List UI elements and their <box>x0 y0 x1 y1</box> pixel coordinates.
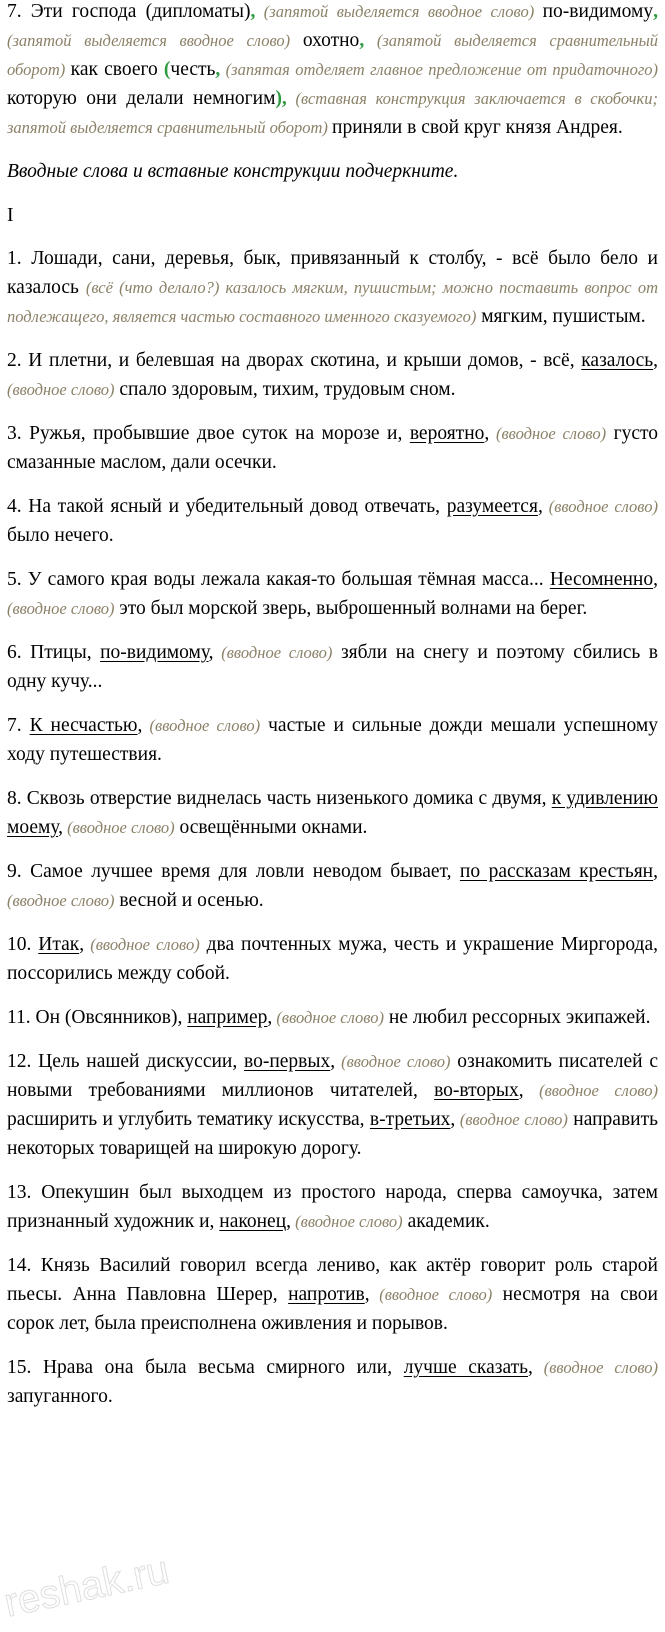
item-7 <box>7 711 658 769</box>
text: 6. Птицы, <box>7 642 101 663</box>
item-13 <box>7 1178 658 1236</box>
text: 10. <box>7 934 39 955</box>
underlined-word: наконец <box>219 1211 287 1232</box>
note: (вводное слово) <box>532 1358 659 1377</box>
item-6 <box>7 638 658 696</box>
comma: , <box>137 715 143 736</box>
task-instruction: Вводные слова и вставные конструкции подчеркните. <box>7 161 459 182</box>
item-5 <box>7 565 658 623</box>
underlined-word: лучше сказать <box>403 1357 529 1378</box>
item-2 <box>7 346 658 404</box>
note: (вставная конструкция заключается в скобочки; запятой выделяется сравнительный оборот) <box>7 89 658 137</box>
note: (вводное слово) <box>542 497 658 516</box>
green-parenthesis: ), <box>275 88 287 109</box>
comma: , <box>653 569 658 590</box>
text: густо смазанные маслом, дали осечки. <box>7 423 658 473</box>
note: (запятой выделяется вводное слово) <box>255 2 543 21</box>
text: 2. И плетни, и белевшая на дворах скотина, и крыши домов, - всё, <box>7 350 582 371</box>
text: 1. Лошади, сани, деревья, бык, привязанный к столбу, - всё было бело и казалось <box>7 248 658 298</box>
text: по-видимому <box>542 1 654 22</box>
note: (вводное слово) <box>523 1081 659 1100</box>
green-comma: , <box>250 1 256 22</box>
text: приняли в свой круг князя Андрея. <box>332 117 623 138</box>
text: расширить и углубить тематику искусства, <box>7 1109 370 1130</box>
text: 4. На такой ясный и убедительный довод отвечать, <box>7 496 447 517</box>
green-comma: , <box>359 30 365 51</box>
item-11 <box>7 1003 658 1032</box>
comma: , <box>528 1357 533 1378</box>
underlined-word: например <box>187 1007 268 1028</box>
text: запуганного. <box>7 1386 113 1407</box>
comma: , <box>208 642 214 663</box>
underlined-word: в-третьих <box>369 1109 451 1130</box>
item-10 <box>7 930 658 988</box>
text: это был морской зверь, выброшенный волнами на берег. <box>114 598 588 619</box>
text: несмотря на свои сорок лет, была преисполнена оживления и порывов. <box>7 1284 658 1334</box>
note: (вводное слово) <box>7 380 115 399</box>
underlined-word: во-первых <box>244 1051 331 1072</box>
green-parenthesis: ( <box>163 59 171 80</box>
note: (запятой выделяется вводное слово) <box>7 31 303 50</box>
underlined-word: вероятно <box>409 423 485 444</box>
text: частые и сильные дожди мешали успешному ходу путешествия. <box>7 715 659 765</box>
underlined-word: разумеется <box>446 496 538 517</box>
comma: , <box>653 861 658 882</box>
text: как своего <box>70 59 164 80</box>
watermark-text: reshak.ru <box>0 1547 173 1626</box>
green-comma: , <box>215 59 221 80</box>
comma: , <box>518 1080 524 1101</box>
text: направить некоторых товарищей на широкую дорогу. <box>7 1109 659 1159</box>
text: 7. Эти господа (дипломаты) <box>7 1 251 22</box>
comma: , <box>484 423 490 444</box>
text: 9. Самое лучшее время для ловли неводом бывает, <box>7 861 460 882</box>
underlined-word: Итак <box>38 934 80 955</box>
comma: , <box>450 1109 456 1130</box>
note: (запятой выделяется сравнительный оборот) <box>7 31 658 79</box>
underlined-word: во-вторых <box>434 1080 519 1101</box>
text: мягким, пушистым. <box>476 306 646 327</box>
text: весной и осенью. <box>114 890 264 911</box>
text: 3. Ружья, пробывшие двое суток на морозе и, <box>7 423 410 444</box>
comma: , <box>267 1007 273 1028</box>
item-14 <box>7 1251 658 1338</box>
underlined-word: к удивлению моему <box>7 788 658 838</box>
note: (вводное слово) <box>63 818 175 837</box>
note: (вводное слово) <box>455 1110 568 1129</box>
section-number: I <box>7 205 14 226</box>
comma: , <box>330 1051 336 1072</box>
note: (вводное слово) <box>142 716 261 735</box>
note: (вводное слово) <box>7 891 115 910</box>
text: ознакомить писателей с новыми требованиями миллионов читателей, <box>7 1051 659 1101</box>
item-3 <box>7 419 658 477</box>
underlined-word: казалось <box>581 350 654 371</box>
text: 8. Сквозь отверстие виднелась часть низенького домика с двумя, <box>7 788 552 809</box>
note: (вводное слово) <box>489 424 607 443</box>
text: два почтенных мужа, честь и украшение Миргорода, поссорились между собой. <box>7 934 659 984</box>
comma: , <box>364 1284 370 1305</box>
comma: , <box>653 350 658 371</box>
text: освещёнными окнами. <box>174 817 368 838</box>
text: 11. Он (Овсянников), <box>7 1007 188 1028</box>
comma: , <box>286 1211 292 1232</box>
text: не любил рессорных экипажей. <box>383 1007 651 1028</box>
note: (вводное слово) <box>369 1285 493 1304</box>
note: (вводное слово) <box>84 935 200 954</box>
note: (всё (что делало?) казалось мягким, пушистым; можно поставить вопрос от подлежащего, является частью составного именного сказуемого) <box>7 278 658 326</box>
underlined-word: К несчастью <box>29 715 138 736</box>
item-1 <box>7 244 658 331</box>
text: 7. <box>7 715 30 736</box>
item-4 <box>7 492 658 550</box>
text: было нечего. <box>7 525 114 546</box>
note: (вводное слово) <box>272 1008 384 1027</box>
text: 12. Цель нашей дискуссии, <box>7 1051 245 1072</box>
text: охотно <box>302 30 360 51</box>
item-15 <box>7 1353 658 1411</box>
underlined-word: напротив <box>288 1284 365 1305</box>
text: честь <box>170 59 216 80</box>
note: (вводное слово) <box>7 599 115 618</box>
note: (запятая отделяет главное предложение от придаточного) <box>220 60 658 79</box>
underlined-word: по рассказам крестьян <box>459 861 654 882</box>
item-9 <box>7 857 658 915</box>
text: спало здоровым, тихим, трудовым сном. <box>114 379 456 400</box>
paragraph-7 <box>7 0 658 142</box>
item-12 <box>7 1047 658 1163</box>
underlined-word: Несомненно <box>549 569 654 590</box>
text: академик. <box>402 1211 490 1232</box>
comma: , <box>58 817 63 838</box>
text: 15. Нрава она была весьма смирного или, <box>7 1357 404 1378</box>
text: которую они делали немногим <box>7 88 276 109</box>
green-comma: , <box>653 1 658 22</box>
underlined-word: по-видимому <box>100 642 209 663</box>
note: (вводное слово) <box>291 1212 403 1231</box>
text: зябли на снегу и поэтому сбились в одну кучу... <box>7 642 658 692</box>
comma: , <box>537 496 543 517</box>
text: 5. У самого края воды лежала какая-то большая тёмная масса... <box>7 569 550 590</box>
item-8 <box>7 784 658 842</box>
text: 14. Князь Василий говорил всегда лениво, как актёр говорит роль старой пьесы. Анна Павловна Шерер, <box>7 1255 658 1305</box>
note: (вводное слово) <box>213 643 333 662</box>
note: (вводное слово) <box>335 1052 451 1071</box>
text: 13. Опекушин был выходцем из простого народа, сперва самоучка, затем признанный художник и, <box>7 1182 658 1232</box>
comma: , <box>79 934 85 955</box>
